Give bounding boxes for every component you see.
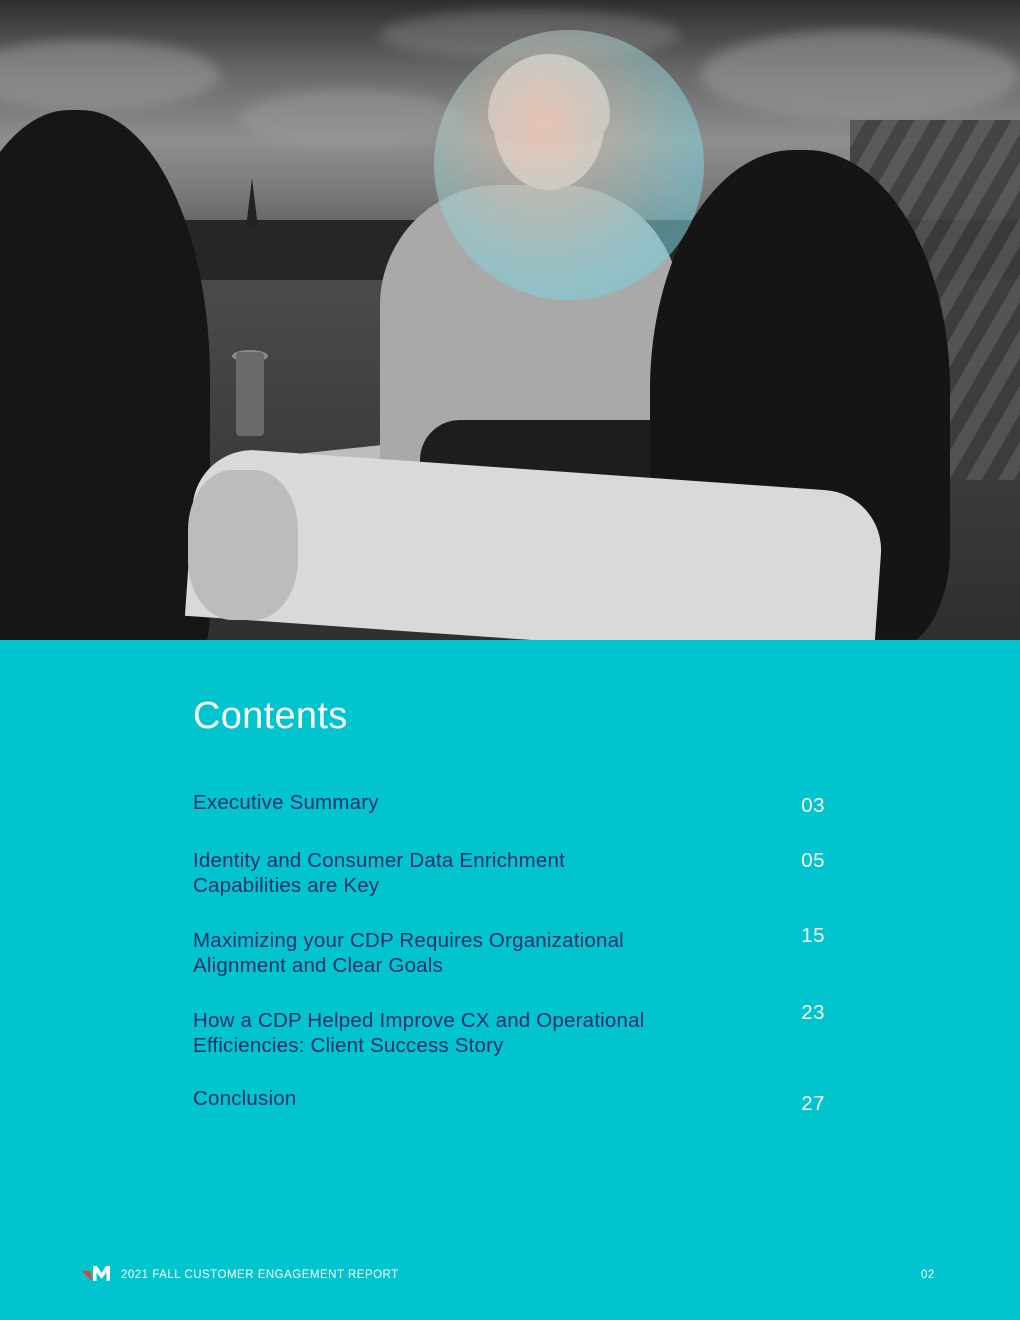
toc-item-page: 27 xyxy=(801,1092,825,1115)
toc-item-label: Identity and Consumer Data Enrichment Capabilities are Key xyxy=(193,849,566,897)
toc-item-label: How a CDP Helped Improve CX and Operational Efficiencies: Client Success Story xyxy=(193,1009,645,1057)
brand-m-logo-icon xyxy=(82,1264,112,1282)
footer-page-number: 02 xyxy=(921,1269,935,1281)
toc-item-label: Maximizing your CDP Requires Organizational Alignment and Clear Goals xyxy=(193,929,624,977)
highlight-circle xyxy=(434,30,704,300)
toc-item-page: 23 xyxy=(801,1001,825,1024)
footer-report-title: 2021 FALL CUSTOMER ENGAGEMENT REPORT xyxy=(121,1269,399,1281)
toc-item-page: 15 xyxy=(801,924,825,947)
toc-item-label: Conclusion xyxy=(193,1087,297,1110)
toc-item-page: 05 xyxy=(801,849,825,872)
toc-item-page: 03 xyxy=(801,794,825,817)
hero-photo xyxy=(0,0,1020,640)
toc-item-label: Executive Summary xyxy=(193,791,379,814)
person-left-silhouette xyxy=(0,110,210,640)
contents-title: Contents xyxy=(193,695,348,737)
